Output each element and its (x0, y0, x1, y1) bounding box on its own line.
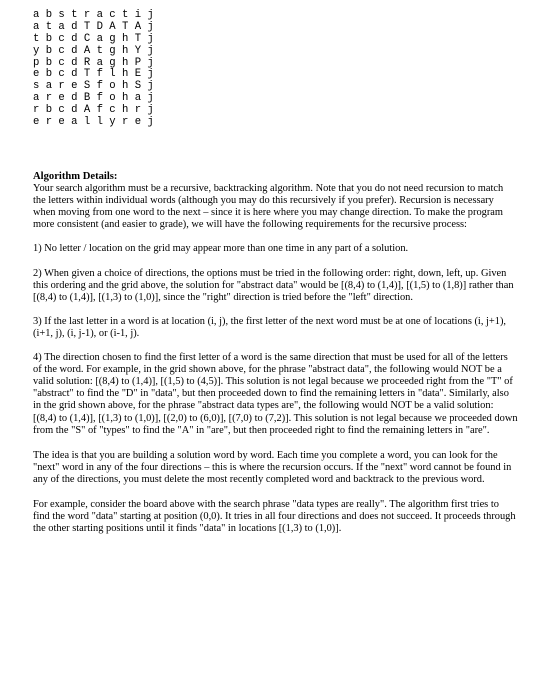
intro-paragraph: Your search algorithm must be a recursive, backtracking algorithm. Note that you do not need recursion to match the letters within individual words (although you may do this recursively if you prefer). Recursion is necessary when moving from one word to the next – since it is here where you may change direction. To make the program more consistent (and easier to grade), we will have the following requirements for the recursive process: (33, 183, 504, 231)
grid-row-4: p b c d R a g h P j (33, 56, 154, 69)
idea-paragraph: The idea is that you are building a solution word by word. Each time you complete a word, you can look for the "next" word in any of the four directions – this is where the recursion occurs. If the "next" word cannot be found in any of the directions, you must delete the most recently completed word and backtrack to the previous word. (33, 449, 512, 485)
grid-row-6: s a r e S f o h S j (33, 80, 154, 93)
grid-row-1: a t a d T D A T A j (33, 20, 154, 33)
grid-row-5: e b c d T f l h E j (33, 68, 154, 81)
grid-row-8: r b c d A f c h r j (33, 104, 154, 117)
grid-row-3: y b c d A t g h Y j (33, 44, 154, 57)
example-paragraph: For example, consider the board above with the search phrase "data types are really". The algorithm first tries to find the word "data" starting at position (0,0). It tries in all four directions and does not succeed. It proceeds through the other starting positions until it finds "data" in locations [(1,3) to (1,0)]. (33, 498, 516, 535)
grid-row-9: e r e a l l y r e j (33, 116, 154, 129)
rule-1: 1) No letter / location on the grid may appear more than one time in any part of a solution. (33, 243, 409, 255)
letter-grid (33, 10, 154, 129)
rule-4: 4) The direction chosen to find the first letter of a word is the same direction that must be used for all of the letters of the word. For example, in the grid shown above, for the phrase "abstract data", the following would NOT be a valid solution: [(8,4) to (1,4)], [(1,5) to (4,5)]. This solution is not legal because we proceeded right from the "T" of "abstract" to find the "D" in "data", but then proceeded down to find the remaining letters in "data". Similarly, also in the grid shown above, for the phrase "abstract data types are", the following would NOT be a valid solution: [(8,4) to (1,4)], [(1,3) to (1,0)], [(2,0) to (6,0)], [(7,0) to (7,2)]. This solution is not legal because we proceeded down from the "S" of "types" to find the "A" in "are", but then proceeded right to find the remaining letters in "are". (33, 352, 518, 436)
section-heading: Algorithm Details: (33, 171, 118, 182)
algorithm-details-section (33, 171, 518, 535)
rule-2: 2) When given a choice of directions, the options must be tried in the following order: right, down, left, up. Given this ordering and the grid above, the solution for "abstract data" would be [(8,4) to (1,4)], [(1,5) to (1,8)] rather than [(8,4) to (1,4)], [(1,3) to (1,0)], since the "right" direction is tried before the "left" direction. (33, 267, 514, 303)
rule-3: 3) If the last letter in a word is at location (i, j), the first letter of the next word must be at one of locations (i, j+1), (i+1, j), (i, j-1), or (i-1, j). (33, 315, 507, 339)
grid-row-0: a b s t r a c t i j (33, 9, 154, 21)
grid-row-7: a r e d B f o h a j (33, 92, 154, 105)
grid-row-2: t b c d C a g h T j (33, 32, 154, 45)
